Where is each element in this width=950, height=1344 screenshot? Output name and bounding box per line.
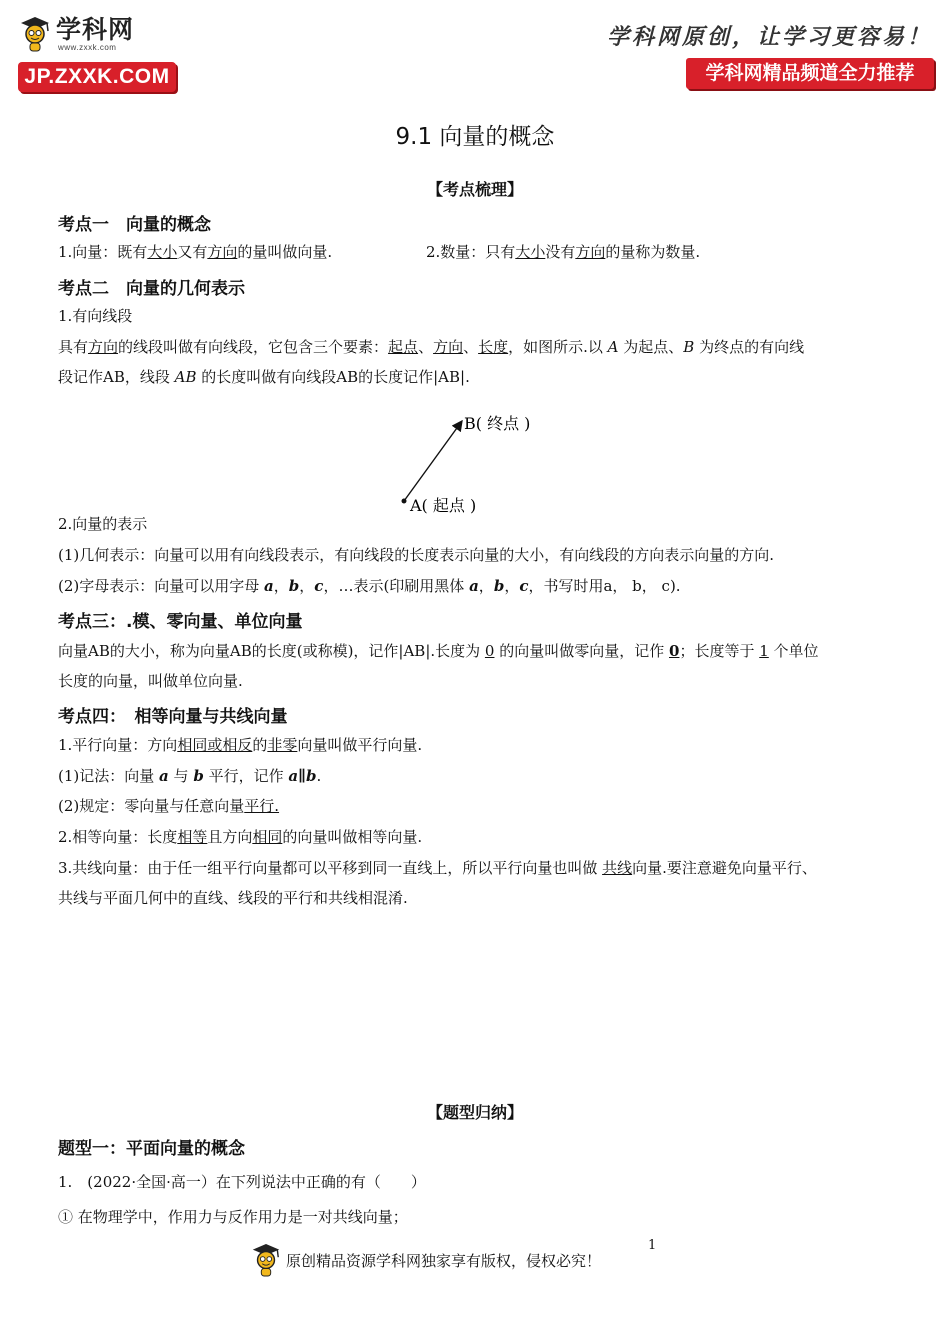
kp2-line-3: 段记作AB，线段 AB 的长度叫做有向线段AB的长度记作|AB|. [58, 368, 470, 386]
footer [250, 1240, 601, 1280]
start-point [402, 499, 407, 504]
kp1-line-b: 2.数量：只有大小没有方向的量称为数量. [426, 243, 701, 261]
fig-label-b: B( 终点 ) [464, 414, 531, 433]
page-number: 1 [648, 1238, 657, 1253]
kp4-line-4: 2.相等向量：长度相等且方向相同的向量叫做相等向量. [58, 828, 423, 846]
logo [18, 12, 188, 96]
kp4-line-3: (2)规定：零向量与任意向量平行. [58, 797, 280, 815]
section-heading-tixing: 【题型归纳】 [426, 1103, 523, 1122]
logo-name: 学科网 [56, 14, 135, 44]
kp2-line-6: (2)字母表示：向量可以用字母 a，b，c，…表示(印刷用黑体 a，b，c，书写时用a， b， c). [58, 577, 681, 595]
t1-heading: 题型一：平面向量的概念 [58, 1139, 245, 1159]
kp2-line-4: 2.向量的表示 [58, 515, 148, 533]
logo-badge[interactable]: JP.ZXXK.COM [18, 62, 176, 92]
page-title: 9.1 向量的概念 [395, 124, 555, 150]
logo-url: www.zxxk.com [58, 42, 117, 52]
kp1-heading: 考点一 向量的概念 [58, 215, 211, 235]
kp3-heading: 考点三：.模、零向量、单位向量 [58, 612, 303, 632]
kp1-line-a: 1.向量：既有大小又有方向的量叫做向量. [58, 243, 333, 261]
vector-arrow [404, 421, 462, 501]
kp4-line-6: 共线与平面几何中的直线、线段的平行和共线相混淆. [58, 889, 408, 907]
fig-label-a: A( 起点 ) [410, 496, 477, 515]
kp4-line-2: (1)记法：向量 a 与 b 平行，记作 a∥b. [58, 767, 322, 785]
section-heading-kaodian: 【考点梳理】 [426, 180, 523, 199]
kp3-line-2: 长度的向量，叫做单位向量. [58, 672, 243, 690]
kp4-heading: 考点四： 相等向量与共线向量 [58, 707, 288, 727]
question-1: 1. (2022·全国·高一）在下列说法中正确的有（ ） [58, 1173, 426, 1191]
kp4-line-5: 3.共线向量：由于任一组平行向量都可以平移到同一直线上，所以平行向量也叫做 共线向量.要注意避免向量平行、 [58, 859, 817, 877]
question-1-item-1: ① 在物理学中，作用力与反作用力是一对共线向量； [58, 1208, 408, 1226]
kp2-heading: 考点二 向量的几何表示 [58, 279, 245, 299]
kp2-line-5: (1)几何表示：向量可以用有向线段表示，有向线段的长度表示向量的大小，有向线段的方向表示向量的方向. [58, 546, 775, 564]
mascot-icon [250, 1241, 282, 1279]
promo-banner[interactable]: 学科网精品频道全力推荐 [686, 58, 934, 89]
slogan: 学科网原创，让学习更容易！ [606, 24, 932, 50]
kp2-line-2: 具有方向的线段叫做有向线段，它包含三个要素：起点、方向、长度，如图所示.以 A 为起点、B 为终点的有向线 [58, 338, 805, 356]
kp4-line-1: 1.平行向量：方向相同或相反的非零向量叫做平行向量. [58, 736, 423, 754]
copyright-notice: 原创精品资源学科网独家享有版权，侵权必究！ [286, 1251, 602, 1270]
directed-segment-figure [390, 405, 560, 520]
kp2-line-1: 1.有向线段 [58, 307, 133, 325]
kp3-line-1: 向量AB的大小，称为向量AB的长度(或称模)，记作|AB|.长度为 0 的向量叫做零向量，记作 0；长度等于 1 个单位 [58, 642, 819, 660]
mascot-icon [18, 14, 52, 54]
